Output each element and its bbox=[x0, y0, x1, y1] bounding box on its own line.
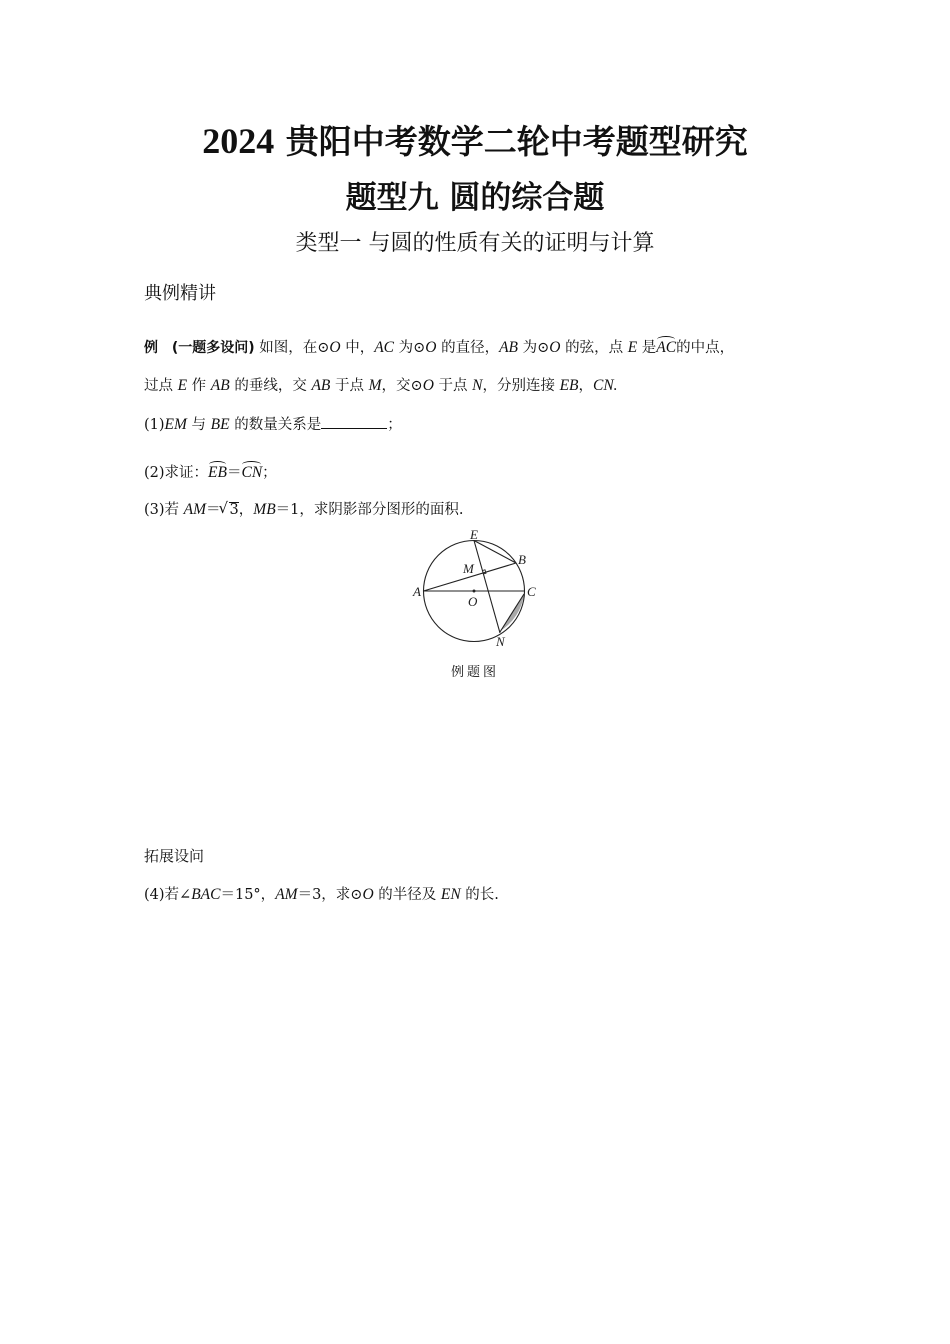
question-number: (2) bbox=[144, 465, 165, 481]
type-heading: 类型一 与圆的性质有关的证明与计算 bbox=[295, 231, 655, 256]
var-BE: BE bbox=[210, 416, 230, 433]
text: 若∠ bbox=[164, 887, 192, 903]
text: ＝15°， bbox=[220, 887, 276, 903]
text: 若 bbox=[164, 502, 184, 518]
example-label: 例 bbox=[144, 340, 158, 356]
var-BAC: BAC bbox=[191, 886, 221, 903]
title-year: 2024 bbox=[202, 121, 275, 161]
var-O: O bbox=[422, 377, 434, 394]
arc-EB: EB bbox=[208, 464, 227, 481]
label-B: B bbox=[518, 552, 526, 567]
text: 的半径及 bbox=[373, 887, 441, 903]
text: 的长. bbox=[460, 887, 499, 903]
equals-sign: ＝ bbox=[226, 465, 242, 481]
text: 的垂线，交 bbox=[229, 378, 312, 394]
var-CN: CN. bbox=[593, 377, 618, 394]
text: 求证： bbox=[164, 465, 209, 481]
text: 于点 bbox=[330, 378, 369, 394]
var-AC: AC bbox=[374, 339, 395, 356]
var-AB: AB bbox=[499, 339, 519, 356]
var-EM: EM bbox=[164, 416, 187, 433]
var-N: N bbox=[472, 377, 483, 394]
text: ＝1 bbox=[275, 502, 300, 518]
text: 作 bbox=[187, 378, 211, 394]
question-3 bbox=[144, 498, 464, 519]
text: ， bbox=[578, 378, 593, 394]
text: 的中点， bbox=[676, 340, 735, 356]
text: 的数量关系是 bbox=[229, 417, 322, 433]
chord-CN bbox=[500, 594, 524, 632]
var-E: E bbox=[177, 377, 188, 394]
var-E: E bbox=[627, 339, 638, 356]
label-A: A bbox=[413, 584, 421, 599]
arc-CN: CN bbox=[241, 464, 263, 481]
chord-EB bbox=[474, 541, 516, 564]
question-1 bbox=[144, 413, 402, 434]
text: 的直径， bbox=[436, 340, 500, 356]
label-E: E bbox=[470, 527, 478, 542]
chord-EN bbox=[474, 541, 500, 634]
label-N: N bbox=[496, 634, 505, 649]
var-MB: MB bbox=[253, 501, 276, 518]
question-2 bbox=[144, 461, 277, 482]
text: ，交⊙ bbox=[381, 378, 423, 394]
var-AM: AM bbox=[275, 886, 298, 903]
sqrt-expression: √ 3 bbox=[229, 502, 239, 518]
var-AB: AB bbox=[311, 377, 331, 394]
question-4 bbox=[144, 883, 499, 904]
question-number: (3) bbox=[144, 502, 165, 518]
label-M: M bbox=[463, 561, 474, 576]
label-O: O bbox=[468, 594, 478, 609]
var-EN: EN bbox=[440, 886, 461, 903]
label-C: C bbox=[527, 584, 536, 599]
figure-caption: 例题图 bbox=[450, 665, 499, 680]
example-figure bbox=[405, 520, 555, 660]
text: 与 bbox=[186, 417, 211, 433]
equals-sign: ＝ bbox=[206, 502, 221, 518]
document-subtitle: 题型九 圆的综合题 bbox=[345, 180, 605, 216]
text: 的弦，点 bbox=[560, 340, 628, 356]
example-line-2 bbox=[144, 374, 618, 395]
text: ，分别连接 bbox=[482, 378, 560, 394]
var-O: O bbox=[549, 339, 561, 356]
text: 中， bbox=[340, 340, 375, 356]
text: ； bbox=[387, 417, 402, 433]
text: ＝3，求⊙ bbox=[297, 887, 363, 903]
var-O: O bbox=[425, 339, 437, 356]
text: 如图，在⊙ bbox=[254, 340, 330, 356]
var-O: O bbox=[362, 886, 374, 903]
section-heading-example: 典例精讲 bbox=[144, 283, 216, 304]
example-tag: (一题多设问) bbox=[171, 340, 255, 356]
var-AB: AB bbox=[210, 377, 230, 394]
arc-AC: AC bbox=[656, 339, 677, 356]
question-number: (1) bbox=[144, 417, 165, 433]
var-O: O bbox=[329, 339, 341, 356]
text: 为⊙ bbox=[394, 340, 426, 356]
center-point bbox=[473, 590, 476, 593]
var-AM: AM bbox=[183, 501, 207, 518]
text: ； bbox=[262, 465, 277, 481]
document-title bbox=[0, 116, 950, 163]
text: ，求阴影部分图形的面积. bbox=[299, 502, 464, 518]
text: 是 bbox=[637, 340, 657, 356]
var-M: M bbox=[368, 377, 382, 394]
text: ， bbox=[238, 502, 254, 518]
answer-blank bbox=[321, 416, 387, 429]
text: 为⊙ bbox=[518, 340, 550, 356]
example-line-1 bbox=[144, 336, 734, 357]
text: 过点 bbox=[144, 378, 178, 394]
section-heading-extension: 拓展设问 bbox=[144, 847, 205, 865]
title-text: 贵阳中考数学二轮中考题型研究 bbox=[274, 122, 748, 161]
question-number: (4) bbox=[144, 887, 165, 903]
text: 于点 bbox=[433, 378, 473, 394]
var-EB: EB bbox=[559, 377, 579, 394]
